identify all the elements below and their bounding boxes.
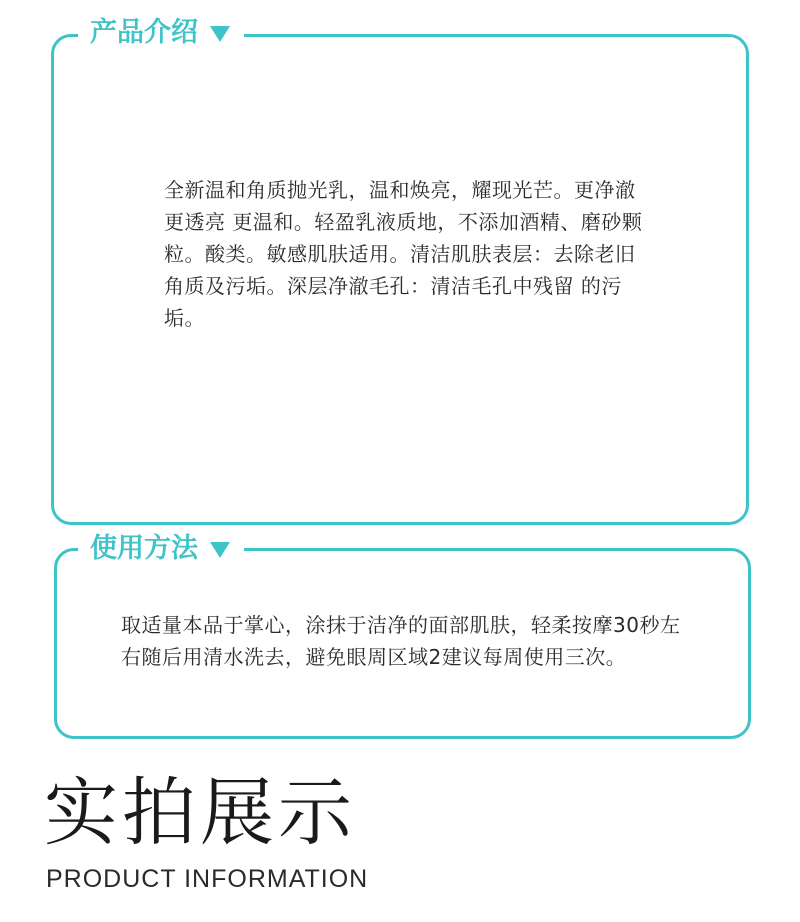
usage-text: 取适量本品于掌心，涂抹于洁净的面部肌肤，轻柔按摩30秒左右随后用清水洗去，避免眼周区域2建议每周使用三次。 [121, 613, 681, 669]
product-intro-heading [78, 13, 244, 53]
product-intro-title: 产品介绍 [90, 17, 198, 48]
product-intro-panel [51, 17, 749, 525]
showcase-subtitle: PRODUCT INFORMATION [46, 865, 369, 893]
triangle-down-icon [210, 26, 230, 42]
usage-heading [78, 529, 244, 569]
showcase-title: 实拍展示 [44, 770, 356, 856]
usage-title: 使用方法 [90, 533, 198, 564]
usage-panel [54, 533, 751, 739]
product-intro-text: 全新温和角质抛光乳，温和焕亮，耀现光芒。更净澈 更透亮 更温和。轻盈乳液质地，不添加酒精、磨砂颗粒。酸类。敏感肌肤适用。清洁肌肤表层：去除老旧角质及污垢。深层净澈毛孔：清洁毛孔中残留 的污垢。 [164, 178, 643, 330]
triangle-down-icon [210, 542, 230, 558]
